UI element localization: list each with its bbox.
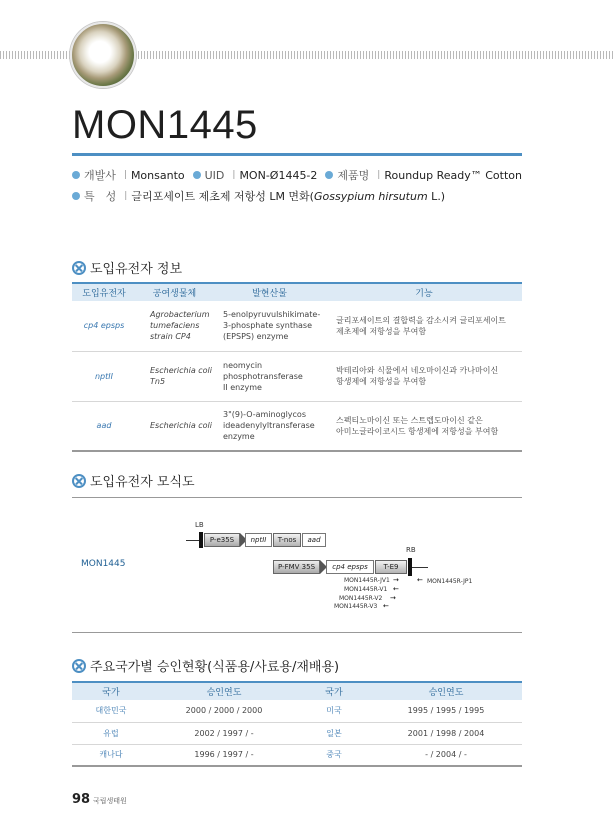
uid-value: MON-Ø1445-2 (239, 168, 318, 182)
gene-cell: nptII (72, 351, 136, 401)
product-cell (213, 351, 326, 401)
donor-cell-line: Tn5 (150, 377, 166, 386)
table-header: 승인연도 (370, 682, 522, 700)
bullet-icon (193, 171, 201, 179)
meta-line-2 (72, 188, 453, 204)
table-header: 발현산물 (213, 283, 326, 301)
approval-year-cell: 1996 / 1997 / - (150, 744, 298, 766)
section-transgene-map-title: 도입유전자 모식도 (72, 471, 195, 490)
approval-year-cell: - / 2004 / - (370, 744, 522, 766)
cotton-boll-photo (70, 22, 136, 88)
approval-year-cell: 2002 / 1997 / - (150, 722, 298, 744)
country-cell: 유럽 (72, 722, 150, 744)
country-cell: 캐나다 (72, 744, 150, 766)
donor-cell-line: tumefaciens (150, 321, 200, 331)
meta-line-1 (72, 167, 530, 183)
title-rule (72, 153, 522, 156)
product-cell-line: 3"(9)-O-aminoglycos (223, 410, 306, 420)
section-marker-icon (72, 474, 86, 488)
left-border-marker (199, 532, 203, 548)
product-cell-line: phosphotransferase (223, 371, 303, 381)
trait-value: 글리포세이트 제초제 저항성 LM 면화(Gossypium hirsutum L.) (131, 190, 446, 203)
table-header: 기능 (326, 283, 522, 301)
primer-forward-arrow-icon: → (390, 594, 396, 602)
gene-cell: aad (72, 401, 136, 451)
table-row (72, 700, 522, 722)
approval-table (72, 681, 522, 767)
donor-cell (136, 301, 213, 351)
trait-label: 특 성 (84, 190, 117, 203)
donor-cell-line: strain CP4 (150, 332, 191, 342)
donor-cell (136, 401, 213, 451)
country-cell: 미국 (298, 700, 370, 722)
gene-cp4-epsps: cp4 epsps (326, 560, 374, 574)
header-dotted-line-right (138, 51, 613, 59)
table-row (72, 351, 522, 401)
function-cell-line: 박테리아와 식물에서 네오마이신과 카나마이신 (336, 366, 499, 375)
bullet-icon (72, 192, 80, 200)
table-header: 승인연도 (150, 682, 298, 700)
separator-icon: | (123, 170, 127, 180)
publisher-name: 국립생태원 (93, 797, 127, 805)
primer-v3-label: MON1445R-V3 (334, 603, 378, 610)
donor-cell-line: Escherichia coli (150, 421, 212, 431)
primer-jp1-label: MON1445R-JP1 (427, 578, 473, 585)
product-label: 제품명 (337, 169, 370, 182)
approval-year-cell: 2000 / 2000 / 2000 (150, 700, 298, 722)
function-cell-line: 스펙티노마이신 또는 스트렙도마이신 같은 (336, 415, 483, 425)
product-cell (213, 401, 326, 451)
section-transgene-info-title: 도입유전자 정보 (72, 258, 182, 277)
header-dotted-line-left (0, 51, 70, 59)
primer-v1-label: MON1445R-V1 (344, 586, 388, 593)
primer-reverse-arrow-icon: ← (383, 602, 389, 610)
table-header: 공여생물체 (136, 283, 213, 301)
lb-label: LB (195, 521, 204, 529)
product-cell-line: ideadenylyltransferase (223, 421, 315, 431)
function-cell-line: 항생제에 저항성을 부여함 (336, 377, 427, 386)
table-row (72, 401, 522, 451)
right-border-line (412, 567, 428, 568)
developer-value: Monsanto (130, 168, 185, 182)
section-marker-icon (72, 261, 86, 275)
table-row (72, 722, 522, 744)
gene-aad: aad (302, 533, 326, 547)
terminator-nos: T-nos (273, 533, 301, 547)
product-cell-line: enzyme (223, 432, 255, 442)
table-row (72, 744, 522, 766)
country-cell: 중국 (298, 744, 370, 766)
function-cell (326, 351, 522, 401)
country-cell: 일본 (298, 722, 370, 744)
bullet-icon (325, 171, 333, 179)
function-cell-line: 글리포세이트의 결합력을 감소시켜 글리포세이트 (336, 315, 506, 325)
primer-v2-label: MON1445R-V2 (339, 595, 383, 602)
product-cell-line: neomycin (223, 360, 263, 370)
gene-nptii: nptII (245, 533, 272, 547)
section-approval-title: 주요국가별 승인현황(식품용/사료용/재배용) (72, 656, 339, 675)
event-label: MON1445 (81, 559, 126, 569)
separator-icon: | (232, 170, 236, 180)
primer-reverse-arrow-icon: ← (393, 585, 399, 593)
product-value: Roundup Ready™ Cotton (384, 168, 522, 182)
product-cell (213, 301, 326, 351)
country-cell: 대한민국 (72, 700, 150, 722)
donor-cell-line: Escherichia coli (150, 366, 212, 375)
promoter-e35s: P-e35S (204, 533, 240, 547)
separator-icon: | (124, 191, 128, 201)
page-title: MON1445 (72, 103, 258, 147)
product-cell-line: 3-phosphate synthase (223, 321, 313, 331)
terminator-e9: T-E9 (375, 560, 407, 574)
separator-icon: | (377, 170, 381, 180)
table-header: 도입유전자 (72, 283, 136, 301)
table-header: 국가 (298, 682, 370, 700)
gene-cell: cp4 epsps (72, 301, 136, 351)
transgene-info-table (72, 282, 522, 452)
uid-label: UID (204, 168, 225, 182)
donor-cell (136, 351, 213, 401)
table-header: 국가 (72, 682, 150, 700)
developer-label: 개발사 (84, 169, 116, 182)
promoter-fmv35s: P-FMV 35S (273, 560, 320, 574)
function-cell (326, 401, 522, 451)
product-cell-line: II enzyme (223, 382, 262, 392)
primer-reverse-arrow-icon: ← (417, 576, 423, 584)
approval-year-cell: 1995 / 1995 / 1995 (370, 700, 522, 722)
table-row (72, 301, 522, 351)
primer-jv1-label: MON1445R-JV1 (344, 577, 390, 584)
rb-label: RB (406, 546, 416, 554)
page-number: 98 (72, 792, 91, 807)
function-cell (326, 301, 522, 351)
approval-year-cell: 2001 / 1998 / 2004 (370, 722, 522, 744)
section-marker-icon (72, 659, 86, 673)
bullet-icon (72, 171, 80, 179)
product-cell-line: (EPSPS) enzyme (223, 332, 289, 342)
primer-forward-arrow-icon: → (393, 576, 399, 584)
donor-cell-line: Agrobacterium (150, 310, 210, 320)
product-cell-line: 5-enolpyruvulshikimate- (223, 310, 321, 320)
function-cell-line: 제초제에 저항성을 부여함 (336, 326, 427, 336)
function-cell-line: 아미노글라이코시드 항생제에 저항성을 부여함 (336, 426, 499, 436)
